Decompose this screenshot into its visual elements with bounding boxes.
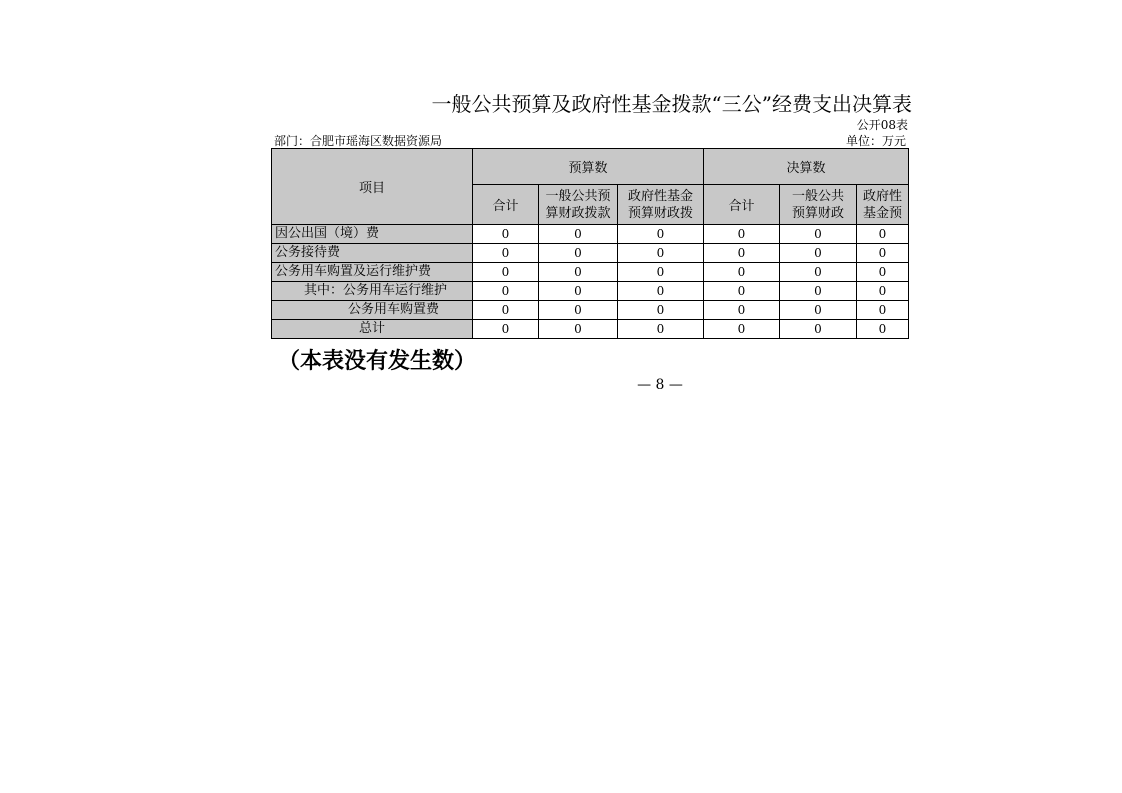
cell-value: 0	[539, 282, 618, 301]
final-col-header	[857, 185, 909, 225]
cell-value: 0	[618, 263, 704, 282]
cell-value: 0	[704, 244, 780, 263]
budget-col-header-text: 一般公共预 算财政拨款	[545, 188, 611, 221]
table-row	[272, 263, 909, 282]
cell-value: 0	[780, 225, 857, 244]
department-label: 部门：合肥市瑶海区数据资源局	[274, 134, 443, 148]
cell-value: 0	[539, 263, 618, 282]
cell-value: 0	[704, 320, 780, 339]
cell-value: 0	[618, 244, 704, 263]
cell-value: 0	[857, 263, 909, 282]
row-label: 公务接待费	[272, 244, 473, 263]
cell-value: 0	[539, 320, 618, 339]
table-row	[272, 244, 909, 263]
cell-value: 0	[473, 320, 539, 339]
item-header: 项目	[272, 149, 473, 225]
budget-col-header	[539, 185, 618, 225]
cell-value: 0	[618, 301, 704, 320]
final-group-header: 决算数	[704, 149, 909, 185]
cell-value: 0	[780, 263, 857, 282]
row-label: 总计	[272, 320, 473, 339]
table-row	[272, 320, 909, 339]
table-row	[272, 282, 909, 301]
table-row	[272, 225, 909, 244]
cell-value: 0	[780, 244, 857, 263]
row-label: 其中：公务用车运行维护	[272, 282, 473, 301]
budget-group-header: 预算数	[473, 149, 704, 185]
cell-value: 0	[704, 263, 780, 282]
final-col-header: 合计	[704, 185, 780, 225]
page-title: 一般公共预算及政府性基金拨款“三公”经费支出决算表	[431, 92, 912, 116]
cell-value: 0	[780, 320, 857, 339]
table-row	[272, 301, 909, 320]
cell-value: 0	[473, 301, 539, 320]
row-label: 公务用车购置费	[272, 301, 473, 320]
row-label: 公务用车购置及运行维护费	[272, 263, 473, 282]
cell-value: 0	[473, 263, 539, 282]
page-number: — 8 —	[637, 377, 683, 393]
cell-value: 0	[704, 282, 780, 301]
cell-value: 0	[473, 225, 539, 244]
cell-value: 0	[704, 301, 780, 320]
expenditure-table	[271, 148, 909, 339]
cell-value: 0	[857, 301, 909, 320]
cell-value: 0	[857, 320, 909, 339]
cell-value: 0	[857, 244, 909, 263]
budget-col-header	[618, 185, 704, 225]
cell-value: 0	[780, 282, 857, 301]
cell-value: 0	[857, 282, 909, 301]
budget-col-header: 合计	[473, 185, 539, 225]
cell-value: 0	[618, 282, 704, 301]
cell-value: 0	[618, 320, 704, 339]
cell-value: 0	[539, 301, 618, 320]
row-label: 因公出国（境）费	[272, 225, 473, 244]
cell-value: 0	[704, 225, 780, 244]
cell-value: 0	[473, 282, 539, 301]
cell-value: 0	[539, 244, 618, 263]
final-col-header-text: 一般公共 预算财政	[791, 188, 844, 221]
cell-value: 0	[618, 225, 704, 244]
final-col-header	[780, 185, 857, 225]
cell-value: 0	[539, 225, 618, 244]
final-col-header-text: 政府性 基金预	[862, 188, 902, 221]
no-data-note: （本表没有发生数）	[278, 348, 477, 374]
form-code: 公开08表	[856, 118, 908, 132]
cell-value: 0	[857, 225, 909, 244]
cell-value: 0	[473, 244, 539, 263]
unit-label: 单位：万元	[845, 134, 906, 148]
cell-value: 0	[780, 301, 857, 320]
budget-col-header-text: 政府性基金 预算财政拨	[627, 188, 693, 221]
